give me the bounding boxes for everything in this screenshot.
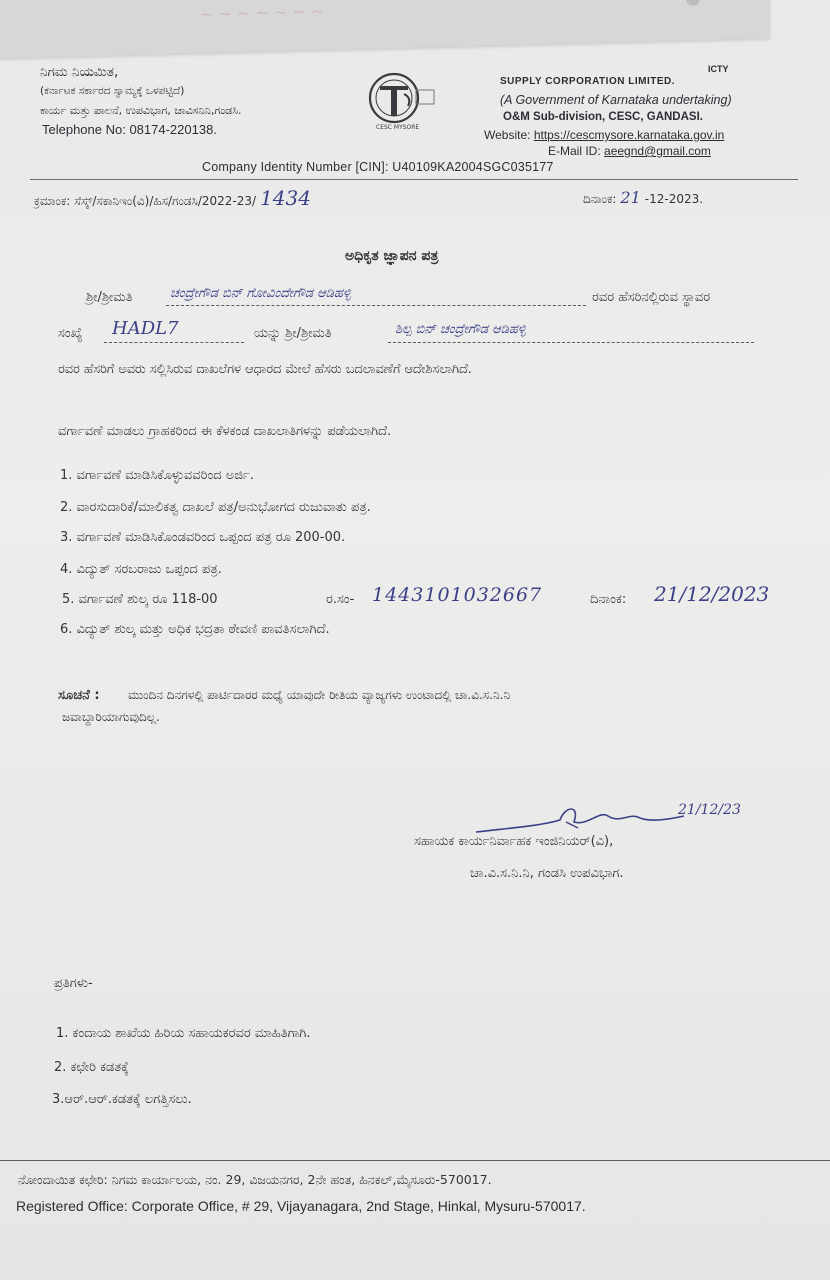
footer-kn: ನೋಂದಾಯಿತ ಕಛೇರಿ: ನಿಗಮ ಕಾರ್ಯಾಲಯ, ನಂ. 29, ವಿಜಯನಗರ, 2ನೇ ಹಂತ, ಹಿನಕಲ್,ಮೈಸೂರು-570017. — [18, 1172, 492, 1187]
para-line2-label: ಸಂಖ್ಯೆ — [58, 326, 83, 341]
header-divider — [30, 179, 798, 180]
doc5-receipt-label: ರ.ಸಂ- — [326, 592, 355, 607]
cin-line: Company Identity Number [CIN]: U40109KA2004SGC035177 — [202, 160, 554, 174]
signature-office: ಚಾ.ವಿ.ಸ.ನಿ.ನಿ, ಗಂಡಸಿ ಉಪವಿಭಾಗ. — [470, 866, 624, 881]
para-line2-mid: ಯನ್ನು ಶ್ರೀ/ಶ್ರೀಮತಿ — [254, 326, 332, 341]
doc-item: 3. ವರ್ಗಾವಣೆ ಮಾಡಿಸಿಕೊಂಡವರಿಂದ ಒಪ್ಪಂದ ಪತ್ರ ರೂ 200-00. — [60, 530, 346, 545]
doc5-date-handwritten: 21/12/2023 — [654, 582, 770, 606]
header-email — [548, 144, 711, 158]
docs-intro: ವರ್ಗಾವಣೆ ಮಾಡಲು ಗ್ರಾಹಕರಿಂದ ಈ ಕೆಳಕಂಡ ದಾಖಲಾತಿಗಳನ್ನು ಪಡೆಯಲಾಗಿದೆ. — [58, 424, 392, 439]
punch-hole — [686, 0, 700, 6]
ref-date-printed: -12-2023. — [644, 192, 704, 206]
doc-item: 1. ವರ್ಗಾವಣೆ ಮಾಡಿಸಿಕೊಳ್ಳುವವರಿಂದ ಅರ್ಜಿ. — [60, 468, 254, 483]
copy-item: 3.ಆರ್.ಆರ್.ಕಡತಕ್ಕೆ ಲಗತ್ತಿಸಲು. — [52, 1092, 192, 1107]
header-en-subdiv: O&M Sub-division, CESC, GANDASI. — [503, 111, 703, 123]
header-kn-line2: (ಕರ್ನಾಟಕ ಸರ್ಕಾರದ ಸ್ವಾಮ್ಯಕ್ಕೆ ಒಳಪಟ್ಟಿದೆ) — [40, 85, 185, 97]
email-label: E-Mail ID: — [548, 144, 605, 158]
header-en-corp: SUPPLY CORPORATION LIMITED. — [500, 76, 675, 87]
logo-caption: CESC MYSORE — [376, 124, 420, 131]
fill-line — [104, 342, 244, 343]
header-website — [484, 128, 724, 142]
para-line3: ರವರ ಹೆಸರಿಗೆ ಅವರು ಸಲ್ಲಿಸಿರುವ ದಾಖಲೆಗಳ ಆಧಾರದ ಮೇಲೆ ಹೆಸರು ಬದಲಾವಣೆಗೆ ಆದೇಶಿಸಲಾಗಿದೆ. — [58, 362, 472, 377]
email-link[interactable]: aeegnd@gmail.com — [604, 144, 711, 158]
copy-item: 2. ಕಛೇರಿ ಕಡತಕ್ಕೆ — [54, 1060, 129, 1075]
ref-number-handwritten: 1434 — [260, 186, 311, 210]
fill-line — [166, 305, 586, 306]
ref-date-handwritten: 21 — [620, 188, 641, 207]
doc-item: 2. ವಾರಸುದಾರಿಕೆ/ಮಾಲಿಕತ್ವ ದಾಖಲೆ ಪತ್ರ/ಅನುಭೋಗದ ರುಜುವಾತು ಪತ್ರ. — [60, 500, 371, 515]
folded-paper-flap — [0, 0, 770, 58]
para-lead-label: ಶ್ರೀ/ಶ್ರೀಮತಿ — [86, 290, 133, 305]
fill-line — [388, 342, 754, 343]
ref-number — [34, 186, 311, 210]
cesc-logo — [358, 68, 440, 132]
page-title: ಅಧಿಕೃತ ಜ್ಞಾಪನ ಪತ್ರ — [345, 248, 439, 264]
header-kn-line1: ನಿಗಮ ನಿಯಮಿತ, — [40, 64, 119, 80]
note-line2: ಜವಾಬ್ದಾರಿಯಾಗುವುದಿಲ್ಲ. — [62, 710, 160, 724]
header-kn-line3: ಕಾರ್ಯ ಮತ್ತು ಪಾಲನೆ, ಉಪವಿಭಾಗ, ಚಾವಿಸನಿನಿ,ಗಂಡಸಿ. — [40, 104, 242, 117]
doc-item: 6. ವಿದ್ಯುತ್ ಶುಲ್ಕ ಮತ್ತು ಅಧಿಕ ಭದ್ರತಾ ಠೇವಣಿ ಪಾವತಿಸಲಾಗಿದೆ. — [60, 622, 330, 637]
signature-title: ಸಹಾಯಕ ಕಾರ್ಯನಿರ್ವಾಹಕ ಇಂಜಿನಿಯರ್(ವಿ), — [414, 834, 614, 849]
doc5-receipt-handwritten: 1443101032667 — [372, 584, 543, 606]
note-label: ಸೂಚನೆ : — [58, 688, 100, 703]
para-line2-handwritten: HADL7 — [112, 318, 179, 339]
signature-date-handwritten: 21/12/23 — [678, 802, 741, 818]
telephone: Telephone No: 08174-220138. — [42, 122, 217, 137]
para-line2-handwritten-2: ಶಿಲ್ಪ ಬಿನ್ ಚಂದ್ರೇಗೌಡ ಆಡಿಹಳ್ಳಿ — [395, 322, 526, 337]
para-lead-handwritten: ಚಂದ್ರೇಗೌಡ ಬಿನ್ ಗೋವಿಂದೇಗೌಡ ಆಡಿಹಳ್ಳಿ — [170, 286, 351, 301]
ref-number-printed: ಕ್ರಮಾಂಕ: ಸೆಸ್ಕ್/ಸಕಾನಿಇಂ(ವಿ)/ಹಿಸ/ಗಂಡಸಿ/2022-23/ — [34, 194, 257, 208]
para-lead-tail: ರವರ ಹೆಸರಿನಲ್ಲಿರುವ ಸ್ಥಾವರ — [592, 290, 711, 305]
website-link[interactable]: https://cescmysore.karnataka.gov.in — [533, 128, 725, 142]
header-en-govt: (A Government of Karnataka undertaking) — [500, 93, 732, 107]
copy-item: 1. ಕಂದಾಯ ಶಾಖೆಯ ಹಿರಿಯ ಸಹಾಯಕರವರ ಮಾಹಿತಿಗಾಗಿ. — [56, 1026, 311, 1041]
ref-date-label: ದಿನಾಂಕ: — [583, 192, 617, 206]
copies-heading: ಪ್ರತಿಗಳು- — [54, 976, 93, 991]
note-line1: ಮುಂದಿನ ದಿನಗಳಲ್ಲಿ ಪಾರ್ಟಿದಾರರ ಮಧ್ಯೆ ಯಾವುದೇ ರೀತಿಯ ವ್ಯಾಜ್ಯಗಳು ಉಂಟಾದಲ್ಲಿ ಚಾ.ವಿ.ಸ.ನಿ.ನಿ — [128, 688, 511, 702]
website-label: Website: — [484, 128, 534, 142]
header-en-partial: ICTY — [708, 64, 729, 74]
doc5-date-label: ದಿನಾಂಕ: — [590, 592, 627, 607]
faded-stamp: ~ ~ ~ ~ ~ ~ ~ — [200, 1, 325, 24]
doc-item: 4. ವಿದ್ಯುತ್ ಸರಬರಾಜು ಒಪ್ಪಂದ ಪತ್ರ. — [60, 562, 222, 577]
footer-divider — [0, 1160, 830, 1161]
doc-item: 5. ವರ್ಗಾವಣೆ ಶುಲ್ಕ ರೂ 118-00 — [62, 592, 218, 607]
footer-en: Registered Office: Corporate Office, # 29, Vijayanagara, 2nd Stage, Hinkal, Mysuru-570017. — [16, 1198, 586, 1214]
ref-date — [583, 188, 703, 207]
